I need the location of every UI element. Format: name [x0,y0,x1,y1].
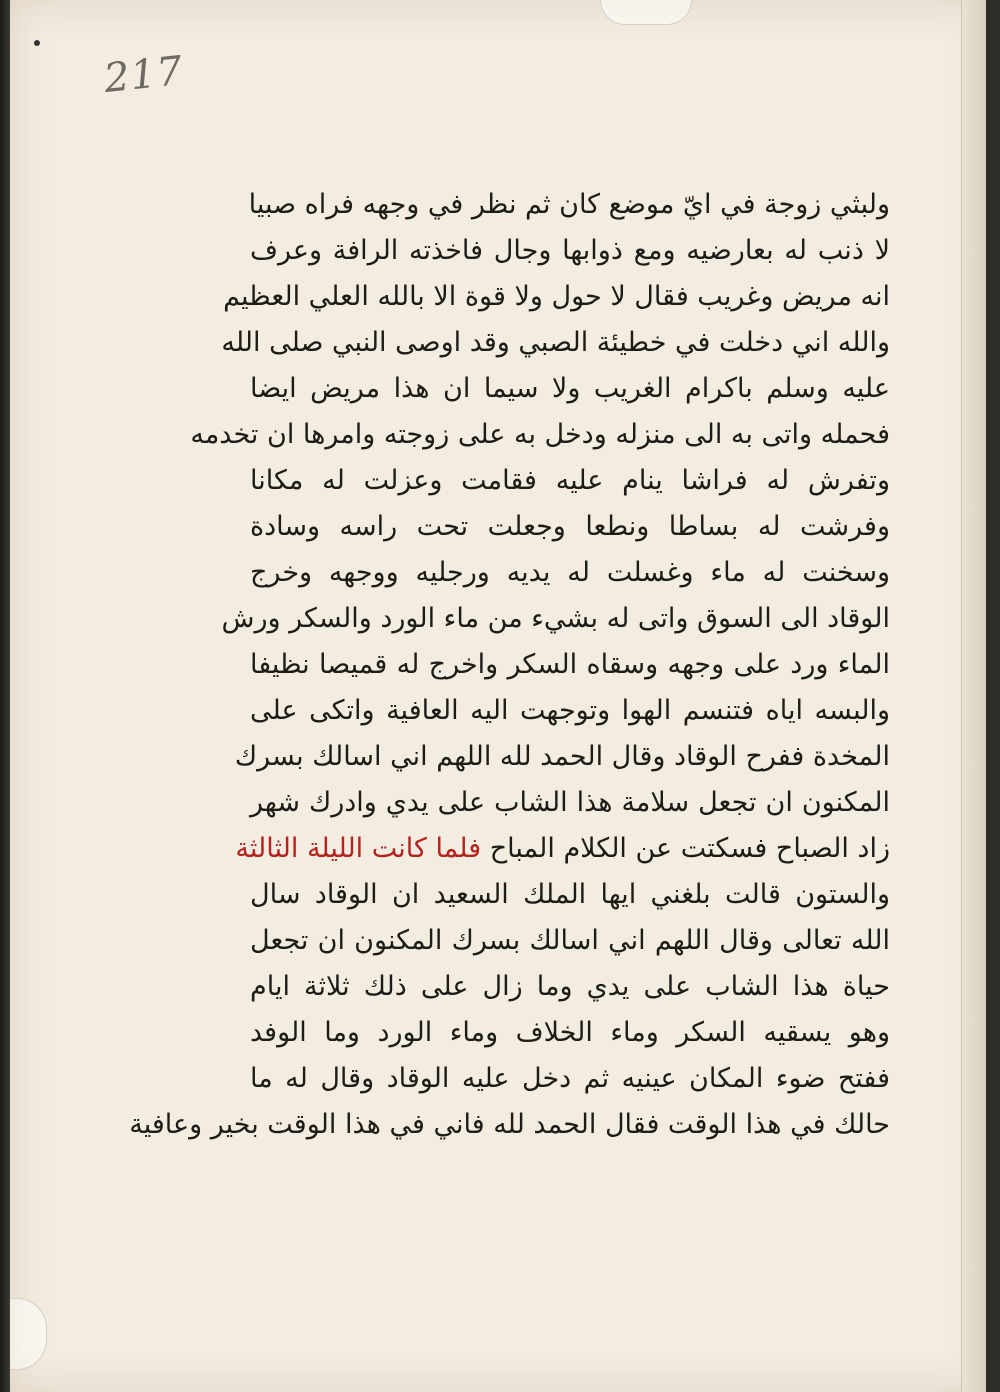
folio-number: 217 [101,47,186,103]
text-line: فحمله واتى به الى منزله ودخل به على زوجته وامرها ان تخدمه [190,419,890,450]
manuscript-page [10,0,986,1392]
text-line: المخدة ففرح الوقاد وقال الحمد لله اللهم اني اسالك بسرك [234,741,890,772]
bottom-clip-mark [10,1298,47,1370]
binding-edge [0,0,10,1392]
text-line: وهو يسقيه السكر وماء الخلاف وماء الورد وما الوفد [250,1017,890,1048]
rubric-heading: فلما كانت الليلة الثالثة [235,833,482,864]
text-span: زاد الصباح فسكتت عن الكلام المباح [489,833,890,864]
text-line: عليه وسلم باكرام الغريب ولا سيما ان هذا مريض ايضا [250,373,890,404]
text-line: والستون قالت بلغني ايها الملك السعيد ان الوقاد سال [250,879,890,910]
text-line: المكنون ان تجعل سلامة هذا الشاب على يدي وادرك شهر [250,787,890,818]
top-clip-mark [600,0,692,25]
text-line-with-rubric [235,826,890,872]
ink-dot [34,40,40,46]
text-line: ولبثي زوجة في ايّ موضع كان ثم نظر في وجهه فراه صبيا [248,189,890,220]
text-line: والبسه اياه فتنسم الهوا وتوجهت اليه العافية واتكى على [250,695,890,726]
text-line: حياة هذا الشاب على يدي وما زال على ذلك ثلاثة ايام [250,971,890,1002]
text-line: وفرشت له بساطا ونطعا وجعلت تحت راسه وسادة [250,511,890,542]
text-line: لا ذنب له بعارضيه ومع ذوابها وجال فاخذته الرافة وعرف [250,235,890,266]
text-line: والله اني دخلت في خطيئة الصبي وقد اوصى النبي صلى الله [221,327,890,358]
page-right-edge [961,0,986,1392]
text-line: الوقاد الى السوق واتى له بشيء من ماء الورد والسكر ورش [221,603,890,634]
manuscript-text [129,182,890,1148]
text-line: وتفرش له فراشا ينام عليه فقامت وعزلت له مكانا [250,465,890,496]
text-line: الله تعالى وقال اللهم اني اسالك بسرك المكنون ان تجعل [250,925,890,956]
text-line: ففتح ضوء المكان عينيه ثم دخل عليه الوقاد وقال له ما [250,1063,890,1094]
text-line: وسخنت له ماء وغسلت له يديه ورجليه ووجهه وخرج [250,557,890,588]
text-line: حالك في هذا الوقت فقال الحمد لله فاني في هذا الوقت بخير وعافية [129,1109,890,1140]
text-line: الماء ورد على وجهه وسقاه السكر واخرج له قميصا نظيفا [250,649,890,680]
text-line: انه مريض وغريب فقال لا حول ولا قوة الا بالله العلي العظيم [223,281,890,312]
